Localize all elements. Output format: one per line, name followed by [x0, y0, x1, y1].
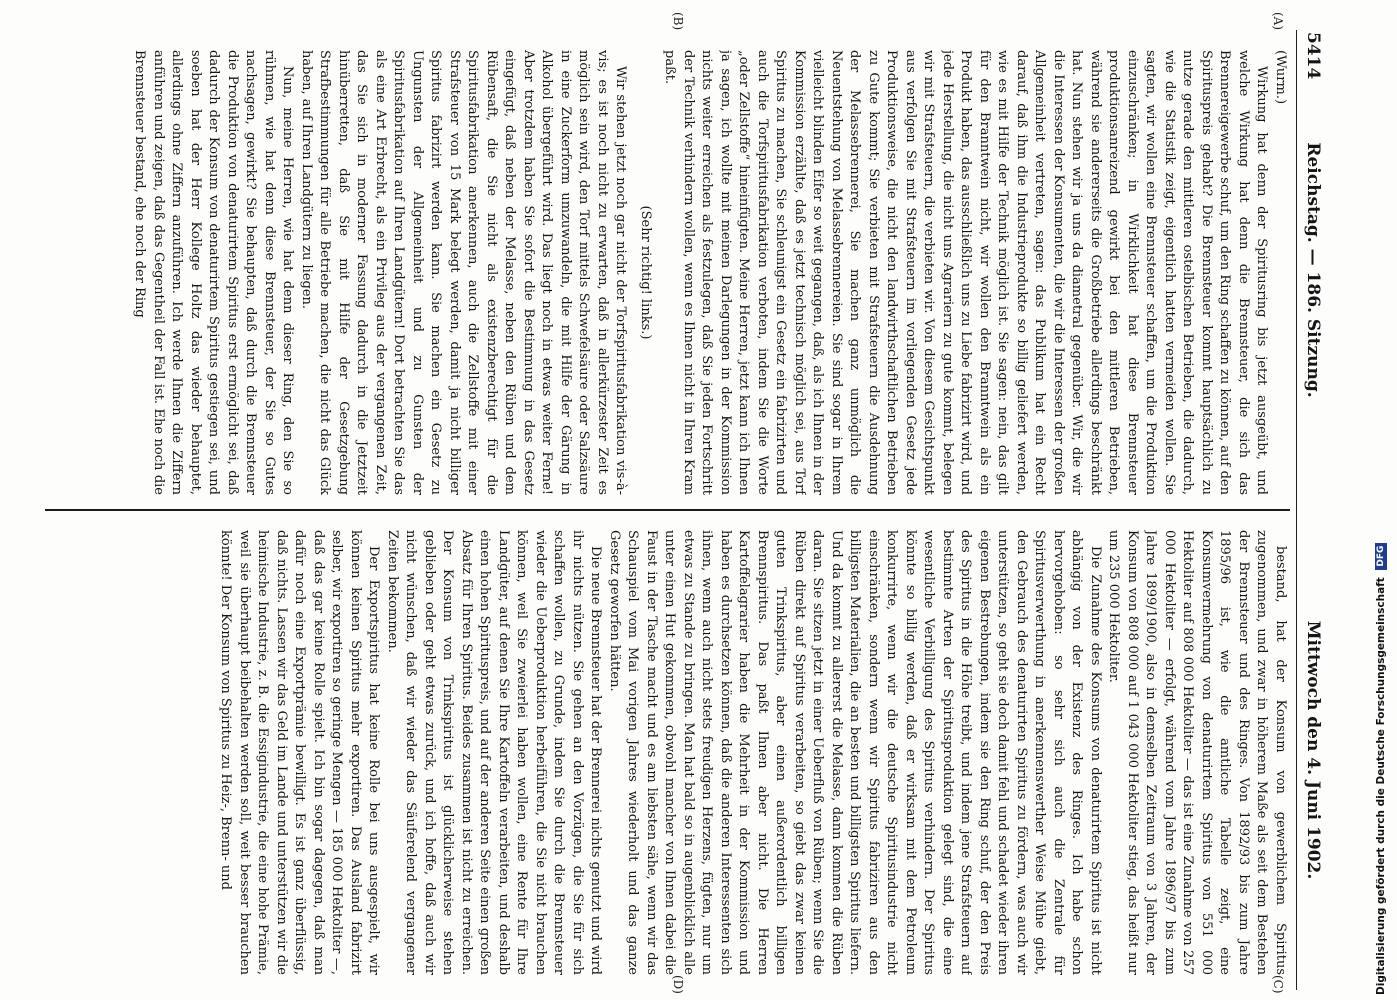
dfg-logo-icon: DFG — [1375, 543, 1387, 570]
right-paragraph-3: Die neue Brennsteuer hat der Brennerei nichts genutzt und wird ihr nichts nützen. Sie gehen an den Vorzügen, die Sie für sich schaffen wollen, zu Grunde, indem Sie durch die Brennsteuer wieder die Ueberproduktion herbeiführen, die Sie nicht brauchen können, weil Sie zweierlei haben wollen, eine Rente für Ihre Landgüter, auf denen Sie Ihre Kartoffeln verarbeiten, und deshalb einen hohen Spirituspreis, und auf der anderen Seite einen großen Absatz für Ihren Spiritus. Beides zusammen ist nicht zu erreichen. Der Konsum von Trinkspiritus ist glücklicherweise stehen geblieben oder geht etwas zurück, und ich hoffe, daß auch wir nicht wünschen, daß wir wieder das Säuferelend vergangener Zeiten bekommen. — [385, 530, 604, 975]
left-paragraph-2: Wir stehen jetzt noch gar nicht der Torfspiritusfabrikation vis-à-vis; es ist noch nicht zu erwarten, daß in allerkürzester Zeit es möglich sein wird, den Torf mittels Schwefelsäure oder Salzsäure in eine Zuckerform umzuwandeln, die mit Hilfe der Gärung in Alkohol übergeführt wird. Das liegt noch in etwas weiter Ferne! Aber trotzdem haben Sie sofort die Bestimmung in das Gesetz eingefügt, daß neben der Melasse, neben den Rüben und dem Rübensaft, die Sie nicht als existenzberechtigt für die Spiritusfabrikation anerkennen, auch die Zellstoffe mit einer Strafsteuer von 15 Mark belegt werden, damit ja nicht billiger Spiritus fabrizirt werden kann. Sie machen ein Gesetz zu Ungunsten der Allgemeinheit und zu Gunsten der Spiritusfabrikation auf Ihren Landgütern! Dort betrachten Sie das als eine Art Erbrecht, als ein Privileg aus der vergangenen Zeit, das Sie sich in moderner Fassung dadurch in die Jetztzeit hinüberretten, daß Sie mit Hilfe der Gesetzgebung Strafbestimmungen für alle Betriebe machen, die nicht das Glück haben, auf Ihren Landgütern zu liegen. — [299, 50, 629, 495]
rotated-page-content — [35, 12, 1325, 994]
credit-text: Digitalisierung gefördert durch die Deutsche Forschungsgemeinschaft — [1375, 577, 1387, 995]
margin-mark-a: (A) — [1271, 12, 1285, 31]
header-right-title: Mittwoch den 4. Juni 1902. — [1303, 620, 1323, 880]
page-header — [1299, 30, 1325, 990]
digitization-credit — [1375, 5, 1395, 995]
right-paragraph-2: Die Zunahme des Konsums von denaturirtem Spiritus ist nicht abhängig von der Existenz des Ringes. Ich habe schon hervorgehoben: so sehr sich auch die Zentrale für Spiritusverwerthung in anerkennenswerther Weise Mühe giebt, den Gebrauch des denaturirten Spiritus zu fördern, was auch wir unterstützen, so geht sie doch damit fehl und schadet wieder ihren eigenen Bestrebungen, indem sie den Ring schuf, der den Preis des Spiritus in die Höhe treibt, und indem jene Strafsteuern auf bestimmte Arten der Spiritusproduktion gelegt sind, die eine wesentliche Verbilligung des Spiritus verhindern. Der Spiritus könnte so billig werden, daß er wirksam mit dem Petroleum konkurrirte, wenn wir die deutsche Spiritusindustrie nicht einschränken, sondern wenn wir Spiritus fabriziren aus den billigsten Materialien, die an besten und billigsten Spiritus liefern. Und da kommt zu allererst die Melasse, dann kommen die Rüben daran. Sie sitzen jetzt in einer Ueberfluß von Rüben; wenn Sie die Rüben direkt auf Spiritus verarbeiten, so giebt das zwar keinen guten Trinkspiritus, aber einen außerordentlich billigen Brennspiritus. Das paßt Ihnen aber nicht. Die Herren Kartoffelagrarier haben die Mehrheit in der Kommission und haben es durchsetzen können, daß die anderen Interessenten sich ihnen, wenn auch nicht stets freudigen Herzens, fügten, nur um etwas zu Stande zu bringen. Man hat bald so in augenblicklich alle unter einen Hut gekommen, obwohl mancher von Ihnen dabei die Faust in der Tasche macht und es am liebsten sähe, wenn wir das Schauspiel vom Mai vorigen Jahres wiederholt und das ganze Gesetz geworfen hätten. — [607, 530, 1103, 975]
right-paragraph-1: bestand, hat der Konsum von gewerblichem Spiritus zugenommen, und zwar in höherem Maße als seit dem Bestehen der Brennsteuer und des Ringes. Von 1892/93 bis zum Jahre 1895/96 ist, wie die amtliche Tabelle zeigt, eine Konsumvermehrung von denaturirtem Spiritus von 551 000 Hektoliter auf 808 000 Hektoliter — das ist eine Zunahme von 257 000 Hektoliter — erfolgt, während vom Jahre 1896/97 bis zum Jahre 1899/1900, also in demselben Zeitraum von 3 Jahren, der Konsum von 808 000 auf 1 043 000 Hektoliter stieg, das heißt nur um 235 000 Hektoliter. — [1106, 530, 1288, 975]
interjection-note: (Sehr richtig! links.) — [638, 205, 653, 340]
right-column — [39, 530, 1289, 975]
left-column — [39, 50, 1289, 495]
header-left-title: Reichstag. — 186. Sitzung. — [1303, 142, 1323, 398]
speaker-label: (Wurm.) — [1273, 50, 1288, 105]
header-rule — [1296, 30, 1297, 990]
column-divider — [45, 509, 1290, 511]
left-paragraph-3: Nun, meine Herren, wie hat denn dieser Ring, den Sie so rühmen, wie hat denn diese Brennsteuer, der Sie so Gutes nachsagen, gewirkt? Sie behaupten, daß durch die Brennsteuer die Produktion von denaturirtem Spiritus erst ermöglicht sei, daß dadurch der Konsum von denaturirtem Spiritus gestiegen sei, und soeben hat der Herr Kollege Holtz das wieder behauptet, allerdings ohne Ziffern anzuführen. Ich werde Ihnen die Ziffern anführen und zeigen, daß das Gegentheil der Fall ist. Ehe noch die Brennsteuer bestand, ehe noch der Ring — [132, 50, 296, 495]
margin-mark-d: (D) — [671, 975, 685, 994]
left-paragraph-1: Wirkung hat denn der Spiritusring bis jetzt ausgeübt, und welche Wirkung hat denn die Brennsteuer, die sich das Brennereigewerbe schuf, um den Ring schaffen zu können, auf den Spirituspreis gehabt? Die Brennsteuer kommt hauptsächlich zu nutze gerade den mittleren ostelbischen Betrieben, die dadurch, wie die Statistik zeigt, eigentlich hatten vermeiden wollen. Sie sagten, wir wollen eine Brennsteuer schaffen, um die Produktion einzuschränken; in Wirklichkeit hat diese Brennsteuer produktionsanreizend gewirkt bei den mittleren Betrieben, während sie andererseits die Großbetriebe allerdings beschränkt hat. Nun stehen wir ja uns da diametral gegenüber. Wir, die wir die Interessen der Konsumenten, die wir die Interessen der großen Allgemeinheit vertreten, sagen: das Publikum hat ein Recht darauf, daß ihm die Industrieprodukte so billig geliefert werden, wie es mit Hilfe der Technik möglich ist. Sie sagen: nein, das gilt für den Branntwein nicht, wir wollen den Branntwein als ein Produkt haben, das ausschließlich uns zu Liebe fabrizirt wird, und jede Herstellung, die nicht uns Agrariern zu gute kommt, belegen wir mit Strafsteuern, die verbieten wir. Von diesem Gesichtspunkt aus verfolgen Sie mit Strafsteuern im vorliegenden Gesetz jede Produktionsweise, die nicht den landwirthschaftlichen Betrieben zu Gute kommt; Sie verbieten mit Strafsteuern die Ausdehnung der Melassebrennerei, Sie machen ganz unmöglich die Neuentstehung von Melassebrennereien. Sie sind sogar in Ihrem vielleicht blinden Eifer so weit gegangen, daß, als ich Ihnen in der Kommission erzählte, daß es jetzt technisch möglich sei, aus Torf Spiritus zu machen, Sie schleunigst ein Gesetz ein fabrizirten und auch die Torfspiritusfabrikation verboten, indem Sie die Worte „oder Zellstoffe“ hineinfügten. Meine Herren, jetzt kann ich Ihnen ja sagen, ich wollte mit meinen Darlegungen in der Kommission nichts weiter erreichen als festzulegen, daß Sie jeden Fortschritt der Technik verhindern wollen, wenn es Ihnen nicht in Ihren Kram paßt. — [662, 50, 1270, 495]
margin-mark-b: (B) — [671, 12, 685, 31]
page-number: 5414 — [1303, 32, 1323, 80]
right-paragraph-4: Der Exportspiritus hat keine Rolle bei uns ausgespielt, wir können keinen Spiritus mehr exportiren. Das Ausland fabrizirt selber, wir exportiren so geringe Mengen — 185 000 Hektoliter —, daß das gar keine Rolle spielt. Ich bin sogar dagegen, daß man dafür noch eine Exportprämie bewilligt. Es ist ganz überflüssig, daß nichts. Lassen wir das Geld im Lande und unterstützen wir die heimische Industrie, z. B. die Essigindustrie, die eine hohe Prämie, weil sie überhaupt beibehalten werden soll, weit besser brauchen könnte! Der Konsum von Spiritus zu Heiz-, Brenn- und — [218, 530, 382, 975]
margin-mark-c: (C) — [1271, 975, 1285, 994]
